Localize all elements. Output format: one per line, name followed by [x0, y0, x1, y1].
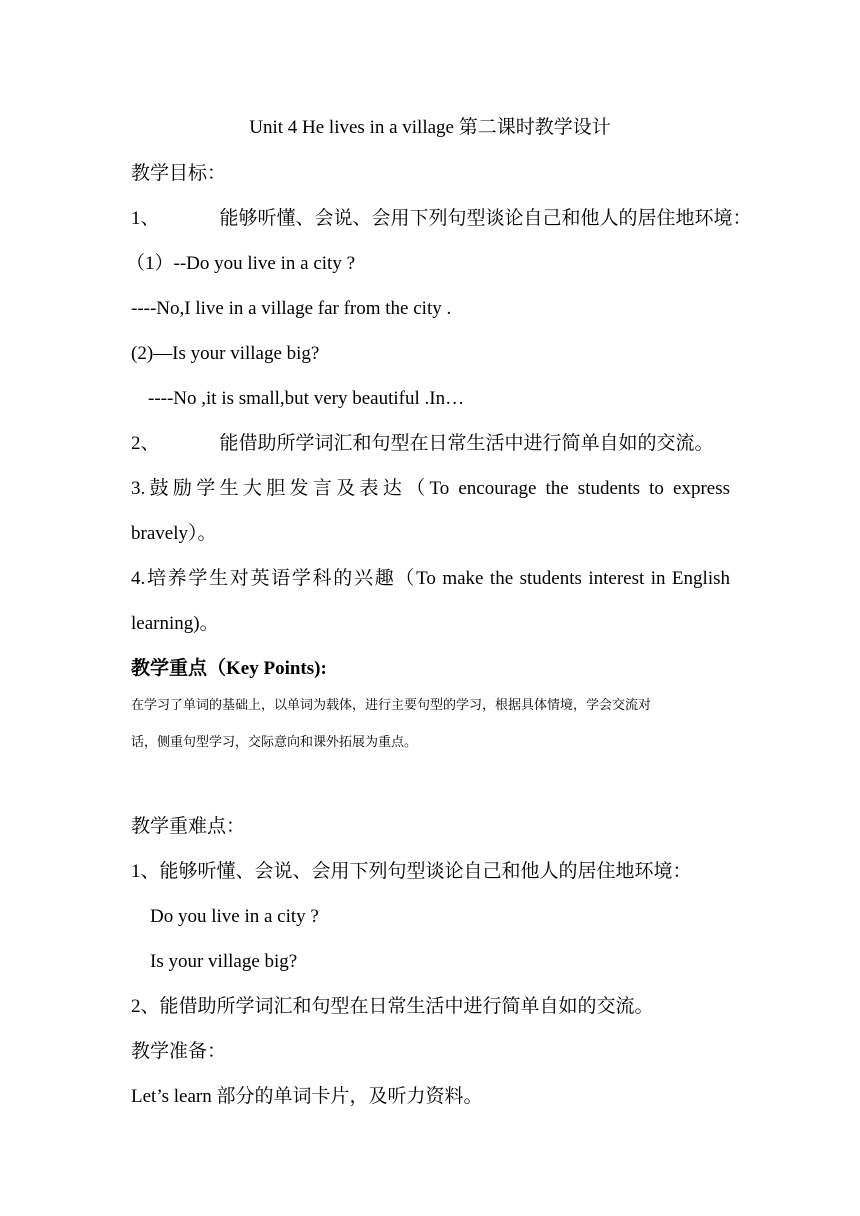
objective-4-line-1: 4.培养学生对英语学科的兴趣（To make the students interest in English — [131, 568, 730, 589]
key-points-heading: 教学重点（Key Points): — [131, 658, 327, 679]
key-points-line-1: 在学习了单词的基础上，以单词为载体，进行主要句型的学习，根据具体情境，学会交流对 — [131, 697, 652, 712]
difficulty-1: 1、能够听懂、会说、会用下列句型谈论自己和他人的居住地环境： — [131, 861, 692, 882]
dialog-2-question: (2)—Is your village big? — [131, 343, 320, 364]
preparation-text: Let’s learn 部分的单词卡片，及听力资料。 — [131, 1086, 483, 1107]
objective-2 — [131, 432, 714, 456]
objective-1-number: 1、 — [131, 208, 160, 229]
objective-2-number: 2、 — [131, 433, 160, 454]
key-points-line-2: 话，侧重句型学习，交际意向和课外拓展为重点。 — [131, 734, 418, 749]
preparation-heading: 教学准备： — [131, 1041, 227, 1062]
objective-4-line-2: learning)。 — [131, 613, 219, 634]
dialog-1-question: （1）--Do you live in a city ? — [126, 253, 356, 274]
objective-1 — [131, 207, 752, 231]
dialog-2-answer: ----No ,it is small,but very beautiful .In… — [148, 388, 465, 409]
objective-2-text: 能借助所学词汇和句型在日常生活中进行简单自如的交流。 — [219, 433, 714, 454]
objective-3-line-1: 3.鼓励学生大胆发言及表达（To encourage the students to express — [131, 478, 730, 499]
difficulty-2: 2、能借助所学词汇和句型在日常生活中进行简单自如的交流。 — [131, 996, 654, 1017]
objectives-heading: 教学目标： — [131, 163, 227, 184]
difficulty-1-sentence-2: Is your village big? — [150, 951, 298, 972]
objective-3-line-2: bravely）。 — [131, 523, 217, 544]
difficulty-1-sentence-1: Do you live in a city ? — [150, 906, 319, 927]
dialog-1-answer: ----No,I live in a village far from the city . — [131, 298, 452, 319]
objective-1-text: 能够听懂、会说、会用下列句型谈论自己和他人的居住地环境： — [219, 208, 752, 229]
document-title: Unit 4 He lives in a village 第二课时教学设计 — [249, 117, 611, 138]
difficulty-heading: 教学重难点： — [131, 816, 246, 837]
